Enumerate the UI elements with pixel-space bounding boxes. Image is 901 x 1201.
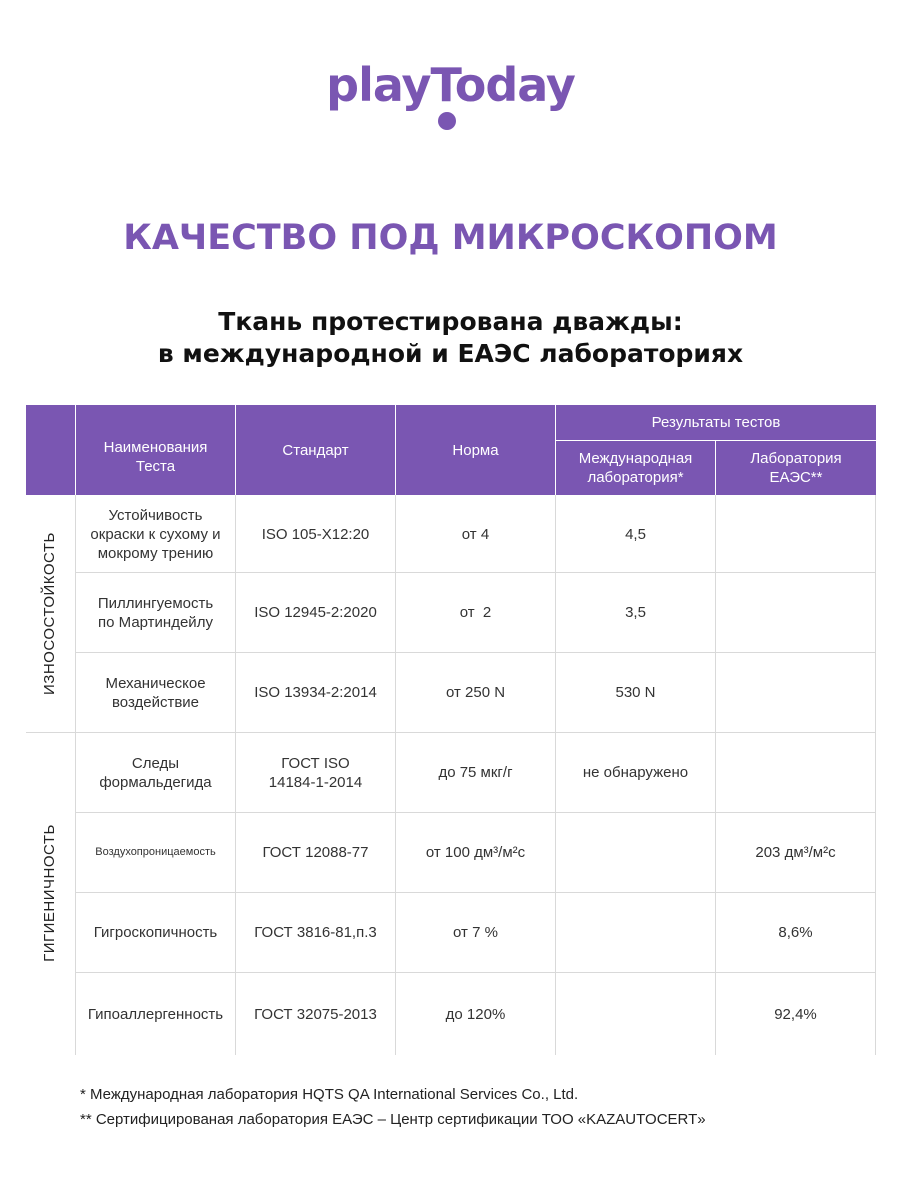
table-row-eaeu: 203 дм³/м²с — [755, 844, 836, 861]
table-row-intl — [556, 813, 715, 892]
footnote-intl-lab: * Международная лаборатория HQTS QA International Services Co., Ltd. — [80, 1086, 579, 1103]
table-row-eaeu: 8,6% — [778, 924, 813, 941]
table-row-standard: ГОСТ ISO 14184-1-2014 — [268, 754, 363, 791]
header-intl-lab: Международная лаборатория* — [556, 441, 715, 495]
header-norm: Норма — [396, 405, 555, 495]
header-eaeu-lab: Лаборатория ЕАЭС** — [716, 441, 876, 495]
table-row-name: Пиллингуемость по Мартиндейлу — [97, 594, 214, 631]
table-row-intl: 3,5 — [625, 604, 646, 621]
table-row-standard: ISO 13934-2:2014 — [254, 684, 377, 701]
table-row-norm: от 2 — [459, 604, 492, 621]
table-row-norm: до 75 мкг/г — [438, 764, 513, 781]
header-test-name: Наименования Теста — [76, 405, 235, 495]
table-row-norm: от 4 — [461, 525, 490, 543]
table-row-eaeu — [716, 653, 875, 732]
footnotes — [80, 1082, 706, 1132]
table-row-name: Следы формальдегида — [99, 754, 212, 791]
table-row-standard: ISO 105-X12:20 — [261, 525, 370, 543]
table-row-intl — [556, 973, 715, 1055]
table-row-standard: ISO 12945-2:2020 — [254, 604, 377, 621]
table-row-name: Гигроскопичность — [93, 924, 218, 941]
table-row-eaeu: 92,4% — [774, 1005, 817, 1023]
table-row-norm: от 7 % — [453, 924, 498, 941]
page-title: КАЧЕСТВО ПОД МИКРОСКОПОМ — [123, 218, 778, 258]
header-standard: Стандарт — [236, 405, 395, 495]
header-results: Результаты тестов — [556, 405, 876, 440]
table-row-name: Воздухопроницаемость — [95, 846, 216, 858]
group-label-hygiene: ГИГИЕНИЧНОСТЬ — [41, 824, 58, 962]
header-corner — [26, 405, 75, 495]
table-row-standard: ГОСТ 32075-2013 — [254, 1005, 377, 1023]
subtitle-line-1: Ткань протестирована дважды: — [218, 307, 683, 336]
group-label-wear-resistance: ИЗНОСОСТОЙКОСТЬ — [41, 532, 58, 695]
table-row-standard: ГОСТ 12088-77 — [262, 844, 369, 861]
table-row-eaeu — [716, 496, 875, 572]
table-row-norm: до 120% — [445, 1005, 506, 1023]
subtitle-line-2: в международной и ЕАЭС лабораториях — [157, 339, 744, 368]
logo-dot-icon — [438, 112, 456, 130]
table-row-norm: от 250 N — [445, 684, 506, 701]
table-row-intl — [556, 893, 715, 972]
table-row-eaeu — [716, 733, 875, 812]
table-row-standard: ГОСТ 3816-81,п.3 — [254, 924, 377, 941]
table-row-intl: 530 N — [615, 684, 656, 701]
table-row-name: Устойчивость окраски к сухому и мокрому трению — [90, 506, 221, 562]
table-row-eaeu — [716, 573, 875, 652]
footnote-eaeu-lab: ** Сертифицированая лаборатория ЕАЭС – Центр сертификации ТОО «KAZAUTOCERT» — [80, 1111, 706, 1128]
table-row-name: Гипоаллергенность — [87, 1005, 224, 1023]
table-row-name: Механическое воздействие — [105, 674, 206, 711]
table-row-norm: от 100 дм³/м²с — [425, 844, 526, 861]
table-row-intl: 4,5 — [625, 525, 646, 543]
subtitle — [0, 306, 901, 370]
brand-logo: playToday — [326, 58, 575, 112]
table-row-intl: не обнаружено — [582, 764, 689, 781]
